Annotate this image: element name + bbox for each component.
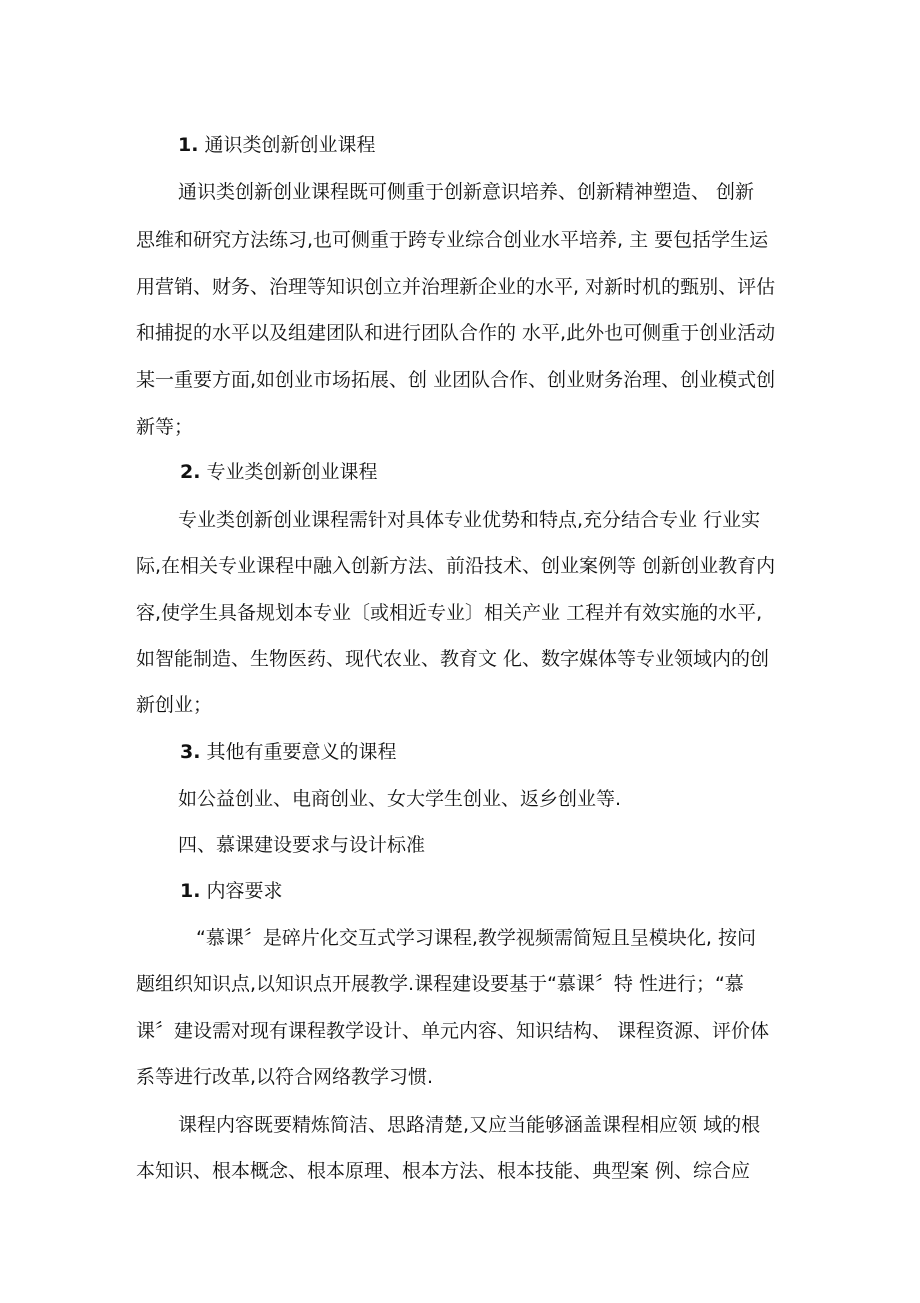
paragraph-line: 用营销、财务、治理等知识创立并治理新企业的水平, 对新时机的甄别、评估	[136, 276, 776, 298]
paragraph-line: 如公益创业、电商创业、女大学生创业、返乡创业等.	[178, 788, 622, 810]
paragraph-line: “慕课〞是碎片化交互式学习课程,教学视频需简短且呈模块化, 按问	[196, 927, 756, 949]
paragraph-line: 思维和研究方法练习,也可侧重于跨专业综合创业水平培养, 主 要包括学生运	[136, 229, 769, 251]
paragraph-line: 和捕捉的水平以及组建团队和进行团队合作的 水平,此外也可侧重于创业活动	[136, 322, 776, 344]
paragraph-line: 新等；	[136, 416, 194, 438]
section-heading-general-courses	[178, 131, 838, 159]
paragraph-line: 某一重要方面,如创业市场拓展、创 业团队合作、创业财务治理、创业模式创	[136, 369, 776, 391]
paragraph-line: 通识类创新创业课程既可侧重于创新意识培养、创新精神塑造、 创新	[178, 181, 755, 203]
section-heading-mooc: 四、慕课建设要求与设计标准	[178, 834, 426, 856]
paragraph-line: 专业类创新创业课程需针对具体专业优势和特点,充分结合专业 行业实	[178, 509, 761, 531]
heading-text: 内容要求	[206, 880, 283, 902]
heading-number: 1.	[178, 134, 199, 156]
section-heading-professional-courses	[180, 458, 840, 486]
heading-number: 1.	[180, 880, 201, 902]
section-heading-content-requirements	[180, 877, 840, 905]
section-heading-other-courses	[180, 738, 840, 766]
heading-number: 2.	[180, 461, 201, 483]
paragraph-line: 新创业；	[136, 694, 213, 716]
paragraph-line: 际,在相关专业课程中融入创新方法、前沿技术、创业案例等 创新创业教育内	[136, 555, 776, 577]
paragraph-line: 题组织知识点,以知识点开展教学.课程建设要基于“慕课〞特 性进行；“慕	[136, 973, 744, 995]
heading-number: 3.	[180, 741, 201, 763]
paragraph-line: 课〞建设需对现有课程教学设计、单元内容、知识结构、 课程资源、评价体	[136, 1020, 770, 1042]
paragraph-line: 课程内容既要精炼简洁、思路清楚,又应当能够涵盖课程相应领 域的根	[178, 1114, 761, 1136]
heading-text: 其他有重要意义的课程	[206, 741, 397, 763]
heading-text: 通识类创新创业课程	[204, 134, 376, 156]
paragraph-line: 本知识、根本概念、根本原理、根本方法、根本技能、典型案 例、综合应	[136, 1160, 751, 1182]
heading-text: 专业类创新创业课程	[206, 461, 378, 483]
paragraph-line: 容,使学生具备规划本专业〔或相近专业〕相关产业 工程并有效实施的水平,	[136, 602, 763, 624]
paragraph-line: 如智能制造、生物医药、现代农业、教育文 化、数字媒体等专业领域内的创	[136, 648, 770, 670]
paragraph-line: 系等进行改革,以符合网络教学习惯.	[136, 1066, 434, 1088]
